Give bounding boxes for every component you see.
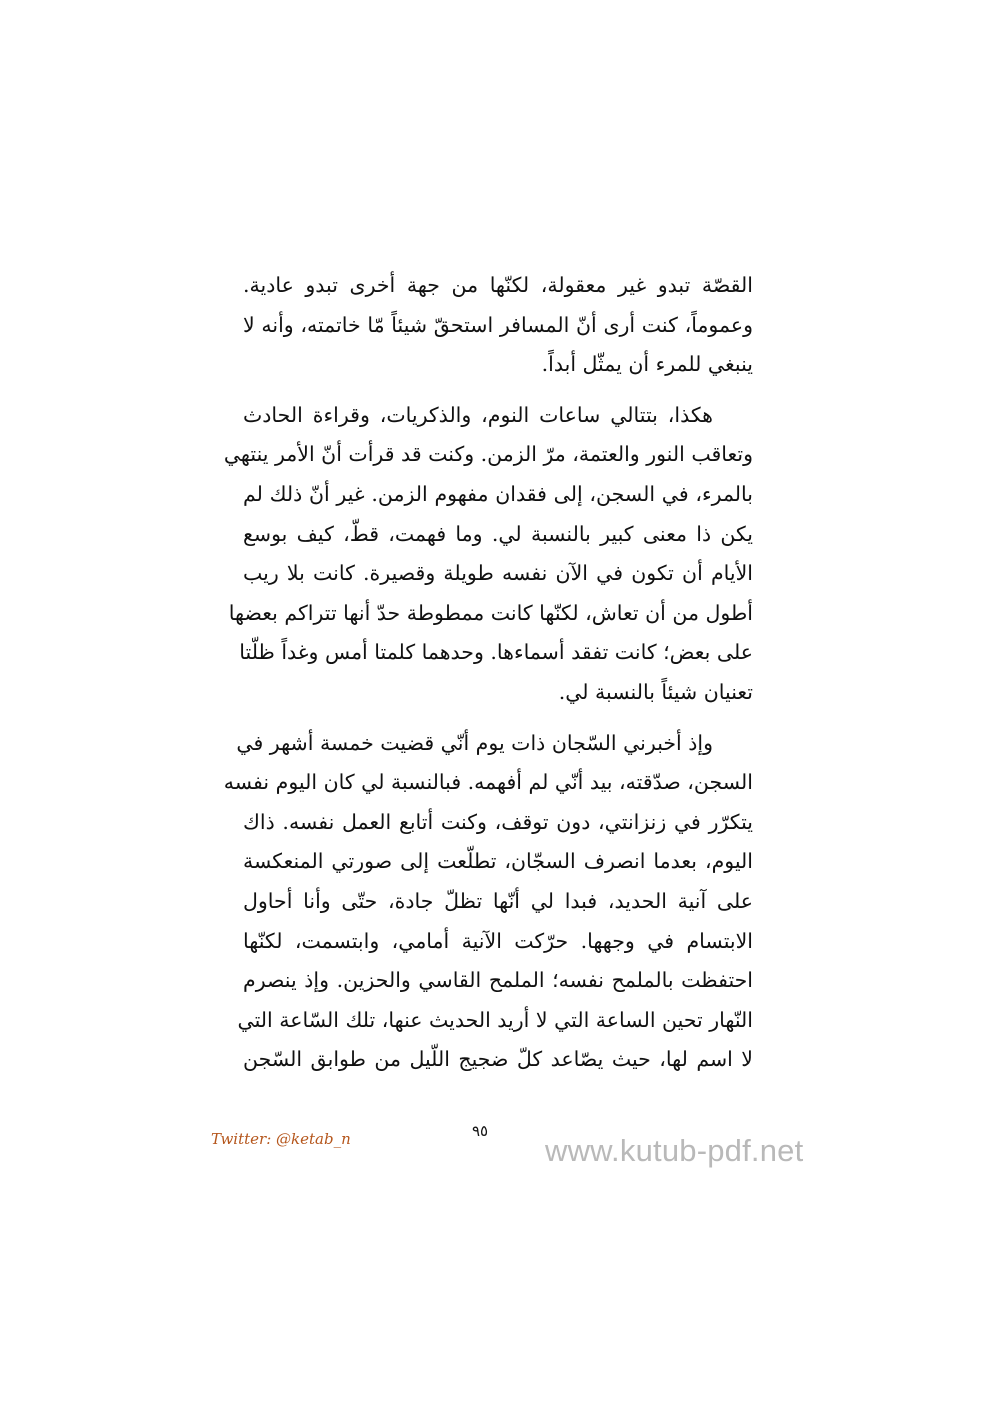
text-line: أطول من أن تعاش، لكنّها كانت ممطوطة حدّ أنها تتراكم بعضها [228,600,753,625]
text-line: بالمرء، في السجن، إلى فقدان مفهوم الزمن. غير أنّ ذلك لم [243,481,753,506]
paragraph-2 [223,396,753,713]
text-line: الأيام أن تكون في الآن نفسه طويلة وقصيرة. كانت بلا ريب [243,561,753,586]
paragraph-1 [243,266,753,385]
text-line: على بعض؛ كانت تفقد أسماءها. وحدهما كلمتا أمس وغداً ظلّتا [239,640,753,665]
paragraph-3 [223,724,753,1080]
text-line: القصّة تبدو غير معقولة، لكنّها من جهة أخرى تبدو عادية. [243,273,753,297]
text-line: احتفظت بالملمح نفسه؛ الملمح القاسي والحزين. وإذ ينصرم [243,968,753,993]
watermark: www.kutub-pdf.net [545,1133,804,1168]
text-line: لا اسم لها، حيث يصّاعد كلّ ضجيج اللّيل من طوابق السّجن [243,1047,753,1072]
text-line: وتعاقب النور والعتمة، مرّ الزمن. وكنت قد قرأت أنّ الأمر ينتهي [223,442,753,467]
text-line: ينبغي للمرء أن يمثّل أبداً. [541,352,753,377]
twitter-handle: Twitter: @ketab_n [211,1130,351,1148]
text-line: الابتسام في وجهها. حرّكت الآنية أمامي، وابتسمت، لكنّها [243,928,753,953]
text-line: هكذا، بتتالي ساعات النوم، والذكريات، وقراءة الحادث [243,402,713,427]
text-line: يتكرّر في زنزانتي، دون توقف، وكنت أتابع العمل نفسه. ذاك [243,809,753,834]
text-line: وإذ أخبرني السّجان ذات يوم أنّي قضيت خمسة أشهر في [236,730,713,755]
body-text [223,266,753,1080]
text-line: تعنيان شيئاً بالنسبة لي. [558,679,753,704]
text-line: على آنية الحديد، فبدا لي أنّها تظلّ جادة، حتّى وأنا أحاول [243,888,753,913]
text-line: اليوم، بعدما انصرف السجّان، تطلّعت إلى صورتي المنعكسة [243,849,753,874]
text-line: السجن، صدّقته، بيد أنّي لم أفهمه. فبالنسبة لي كان اليوم نفسه [223,770,753,795]
text-line: وعموماً، كنت أرى أنّ المسافر استحقّ شيئاً مّا خاتمته، وأنه لا [243,312,753,337]
text-line: النّهار تحين الساعة التي لا أريد الحديث عنها، تلك السّاعة التي [237,1007,753,1032]
page-number: ٩٥ [471,1122,489,1140]
text-line: يكن ذا معنى كبير بالنسبة لي. وما فهمت، قطّ، كيف بوسع [243,521,753,546]
